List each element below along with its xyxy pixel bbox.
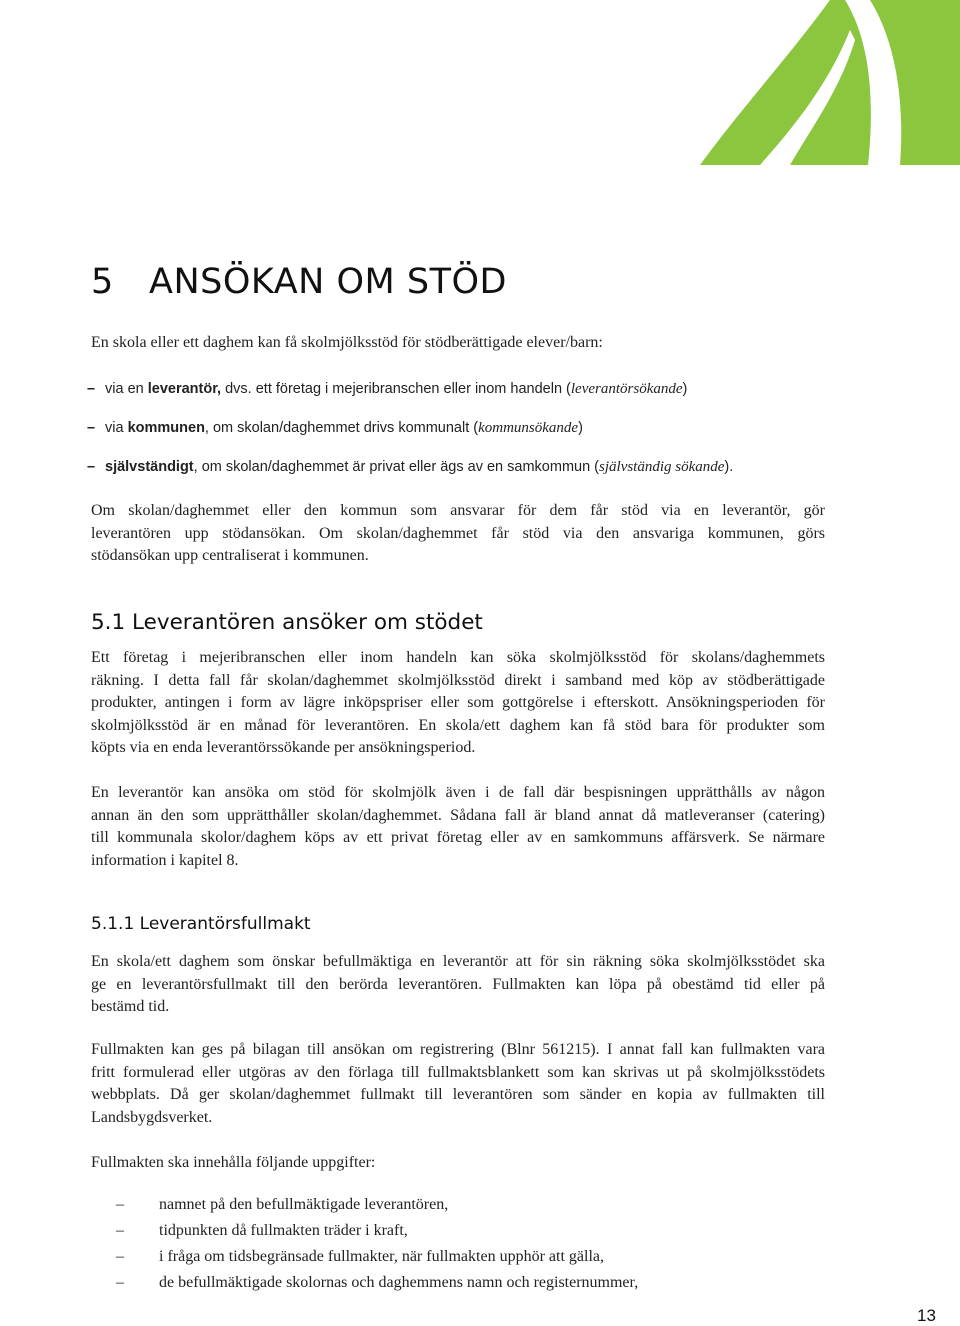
applicant-item-kommun: – via kommunen, om skolan/daghemmet drivs kommunalt (kommunsökande) <box>87 420 583 436</box>
section-5-1-paragraph-2: En leverantör kan ansöka om stöd för skolmjölk även i de fall där bespisningen upprätthålls av någon annan än den som upprätthåller skolan/daghemmet. Sådana fall är bland annat då matleveranser (catering) till kommunala skolor/daghem köps av ett privat företag eller av en samkommuns affärsverk. Se närmare information i kapitel 8. <box>91 784 825 869</box>
section-5-heading <box>91 262 507 302</box>
intro-paragraph: En skola eller ett daghem kan få skolmjölksstöd för stödberättigade elever/barn: <box>91 334 603 351</box>
header-band <box>0 0 960 165</box>
section-5-1-1-paragraph-1: En skola/ett daghem som önskar befullmäktiga en leverantör att för sin räkning söka skolmjölksstödet ska ge en leverantörsfullmakt till den berörda leverantören. Fullmakten kan löpa på obestämd tid eller på bestämd tid. <box>91 953 825 1015</box>
section-5-1-1-paragraph-3: Fullmakten ska innehålla följande uppgifter: <box>91 1154 376 1171</box>
section-number: 5 <box>91 262 114 302</box>
dash-bullet: – <box>116 1196 124 1213</box>
leaf-logo-icon <box>0 0 960 165</box>
dash-bullet: – <box>87 381 96 397</box>
page-number: 13 <box>917 1306 936 1325</box>
dash-bullet: – <box>116 1248 124 1265</box>
section-5-1-heading: 5.1 Leverantören ansöker om stödet <box>91 610 483 635</box>
applicant-item-leverantor: – via en leverantör, dvs. ett företag i mejeribranschen eller inom handeln (leverantörsökande) <box>87 381 688 397</box>
section-5-1-paragraph-1: Ett företag i mejeribranschen eller inom handeln kan söka skolmjölksstöd för skolans/daghemmets räkning. I detta fall får skolan/daghemmet skolmjölksstöd direkt i samband med köp av stödberättigade produkter, antingen i form av lägre inköpspriser eller som gottgörelse i efterskott. Ansökningsperioden för skolmjölksstöd är en månad för leverantören. En skola/ett daghem kan få stöd bara för produkter som köpts via en enda leverantörssökande per ansökningsperiod. <box>91 649 825 756</box>
section-5-1-1-heading: 5.1.1 Leverantörsfullmakt <box>91 914 311 934</box>
section-5-1-1-paragraph-2: Fullmakten kan ges på bilagan till ansökan om registrering (Blnr 561215). I annat fall kan fullmakten vara fritt formulerad eller utgöras av den förlaga till fullmaktsblankett som kan skrivas ut på skolmjölksstödets webbplats. Då ger skolan/daghemmet fullmakt till leverantören som sänder en kopia av fullmakten till Landsbygdsverket. <box>91 1041 825 1126</box>
section-5-paragraph-2: Om skolan/daghemmet eller den kommun som ansvarar för dem får stöd via en leverantör, gör leverantören upp stödansökan. Om skolan/daghemmet får stöd via den ansvariga kommunen, görs stödansökan upp centraliserat i kommunen. <box>91 502 825 564</box>
dash-bullet: – <box>116 1274 124 1291</box>
dash-bullet: – <box>116 1222 124 1239</box>
dash-bullet: – <box>87 459 96 475</box>
section-title: ANSÖKAN OM STÖD <box>149 262 507 302</box>
dash-bullet: – <box>87 420 96 436</box>
applicant-item-sjalvstandig: – självständigt, om skolan/daghemmet är privat eller ägs av en samkommun (självständig sökande). <box>87 459 734 475</box>
